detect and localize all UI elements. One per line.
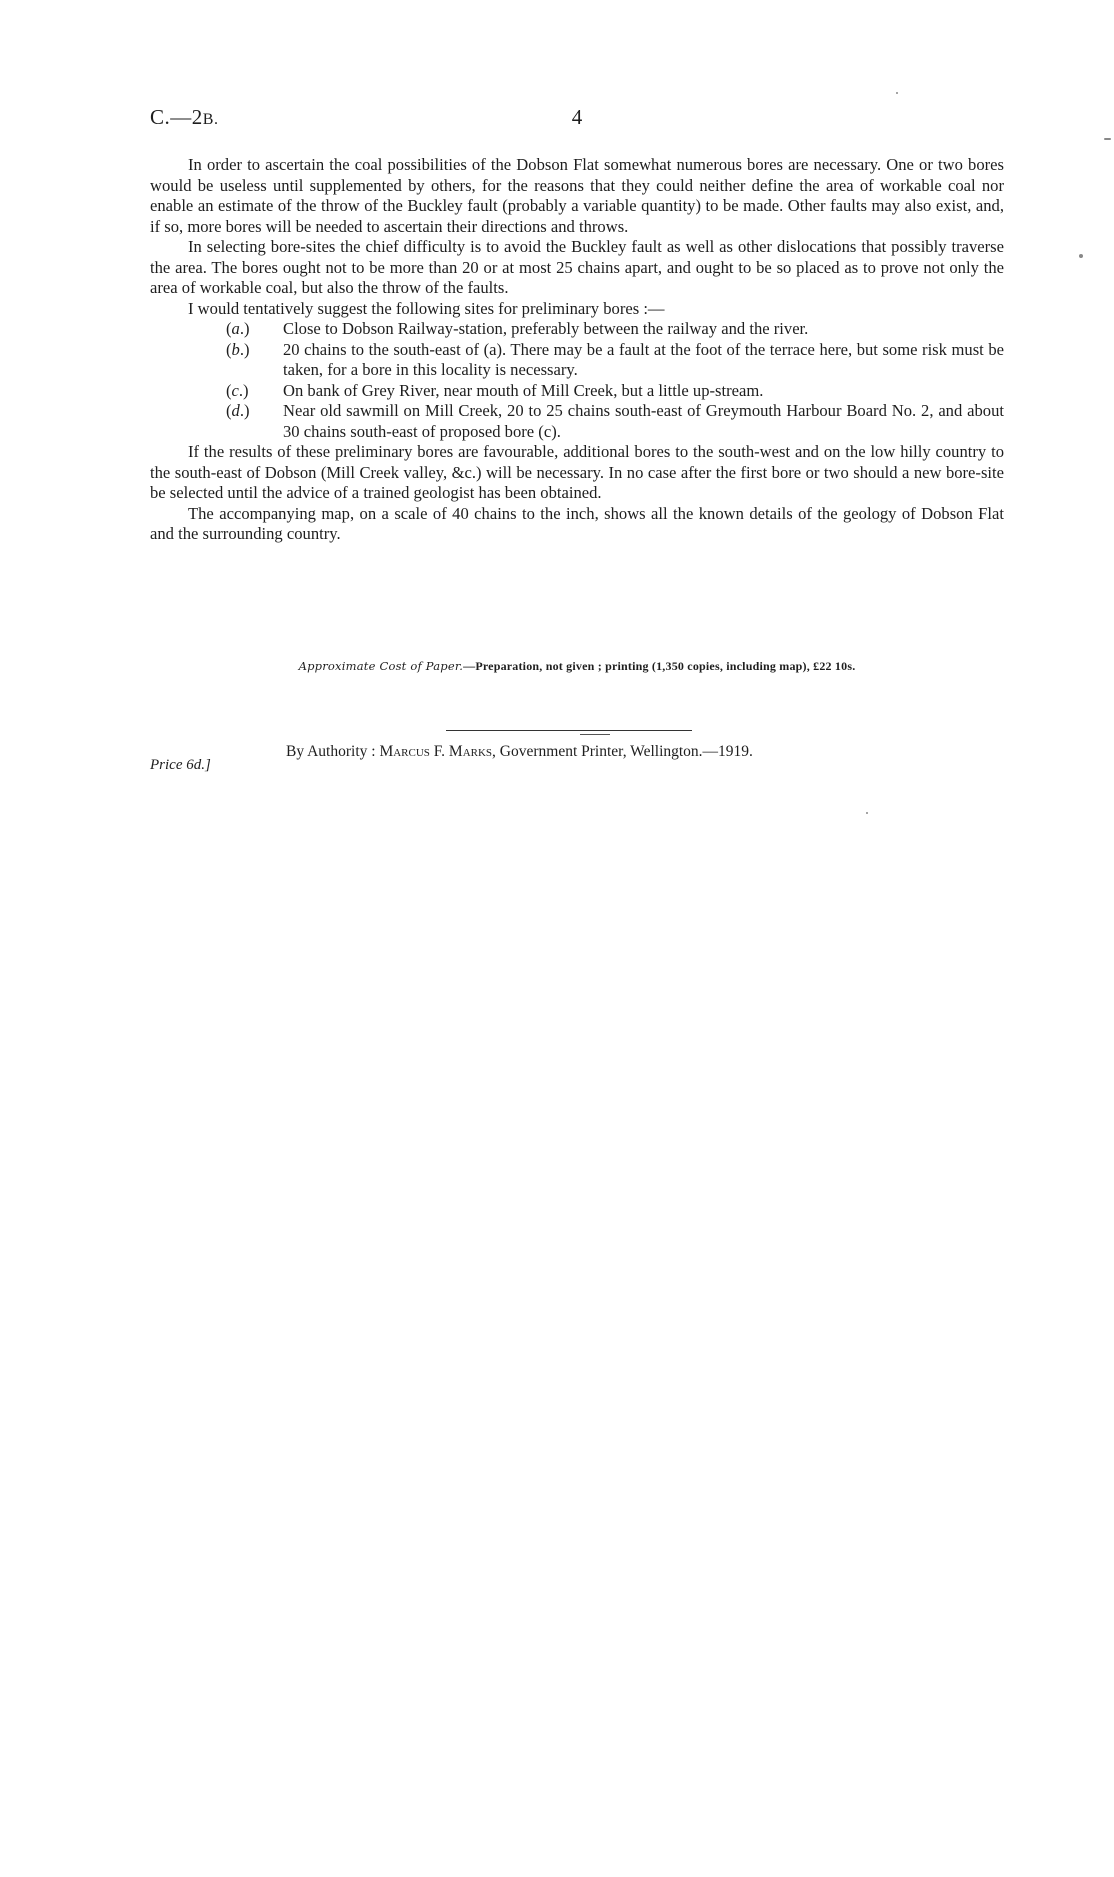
cost-label: Approximate Cost of Paper. bbox=[298, 659, 464, 673]
reference-main: C.—2 bbox=[150, 105, 203, 129]
divider-rule-short bbox=[580, 734, 610, 735]
page-header bbox=[150, 105, 1004, 135]
paragraph-bore-sites: In selecting bore-sites the chief difficulty is to avoid the Buckley fault as well as other dislocations that possibly traverse the area. The bores ought not to be more than 20 or at most 25 chains apart, and ought to be so placed as to prove not only the area of workable coal, but also the throw of the faults. bbox=[150, 237, 1004, 297]
paragraph-further-bores: If the results of these preliminary bores are favourable, additional bores to the south-west and on the low hilly country to the south-east of Dobson (Mill Creek valley, &c.) will be necessary. In no case after the first bore or two should a new bore-site be selected until the advice of a trained geologist has been obtained. bbox=[150, 442, 1004, 502]
list-item-label: (a.) bbox=[226, 319, 250, 338]
list-item-text: 20 chains to the south-east of (a). There may be a fault at the foot of the terrace here, but some risk must be taken, for a bore in this locality is necessary. bbox=[283, 339, 1004, 379]
scan-speck bbox=[1079, 254, 1083, 258]
cost-of-paper-note bbox=[150, 659, 1004, 674]
reference-suffix: B. bbox=[202, 111, 219, 128]
scan-speck bbox=[1104, 138, 1111, 140]
list-item-label: (c.) bbox=[226, 380, 249, 400]
paragraph-coal-possibilities: In order to ascertain the coal possibilities of the Dobson Flat somewhat numerous bores are necessary. One or two bores would be useless until supplemented by others, for the reasons that they could neither define the area of workable coal nor enable an estimate of the throw of the Buckley fault (probably a variable quantity) to be made. Other faults may also exist, and, if so, more bores will be needed to ascertain their directions and throws. bbox=[150, 155, 1004, 236]
list-item bbox=[150, 319, 1004, 340]
printer-name: Marcus F. Marks bbox=[379, 743, 493, 760]
cost-text: —Preparation, not given ; printing (1,350 copies, including map), £22 10s. bbox=[463, 659, 856, 673]
price-label: Price 6d.] bbox=[150, 757, 211, 773]
list-item-label: (d.) bbox=[226, 401, 250, 420]
printer-imprint bbox=[286, 743, 986, 761]
paragraph-accompanying-map: The accompanying map, on a scale of 40 chains to the inch, shows all the known details of the geology of Dobson Flat and the surrounding country. bbox=[150, 503, 1004, 543]
list-item-label: (b.) bbox=[226, 339, 250, 359]
list-item bbox=[150, 381, 1004, 402]
scan-speck bbox=[896, 92, 898, 94]
list-item bbox=[150, 340, 1004, 381]
list-item-text: Near old sawmill on Mill Creek, 20 to 25 chains south-east of Greymouth Harbour Board No. 2, and about 30 chains south-east of proposed bore (c). bbox=[283, 401, 1004, 441]
imprint-prefix: By Authority : bbox=[286, 743, 380, 760]
bore-sites-list bbox=[150, 319, 1004, 442]
page-number: 4 bbox=[571, 105, 583, 129]
paragraph-suggested-sites-intro: I would tentatively suggest the following sites for preliminary bores :— bbox=[188, 298, 665, 318]
body-text bbox=[150, 155, 1004, 545]
list-item bbox=[150, 401, 1004, 442]
list-item-text: On bank of Grey River, near mouth of Mill Creek, but a little up-stream. bbox=[283, 380, 764, 400]
list-item-text: Close to Dobson Railway-station, preferably between the railway and the river. bbox=[283, 319, 809, 338]
imprint-suffix: , Government Printer, Wellington.—1919. bbox=[492, 743, 753, 760]
scan-speck bbox=[866, 812, 868, 814]
divider-rule bbox=[446, 730, 692, 731]
